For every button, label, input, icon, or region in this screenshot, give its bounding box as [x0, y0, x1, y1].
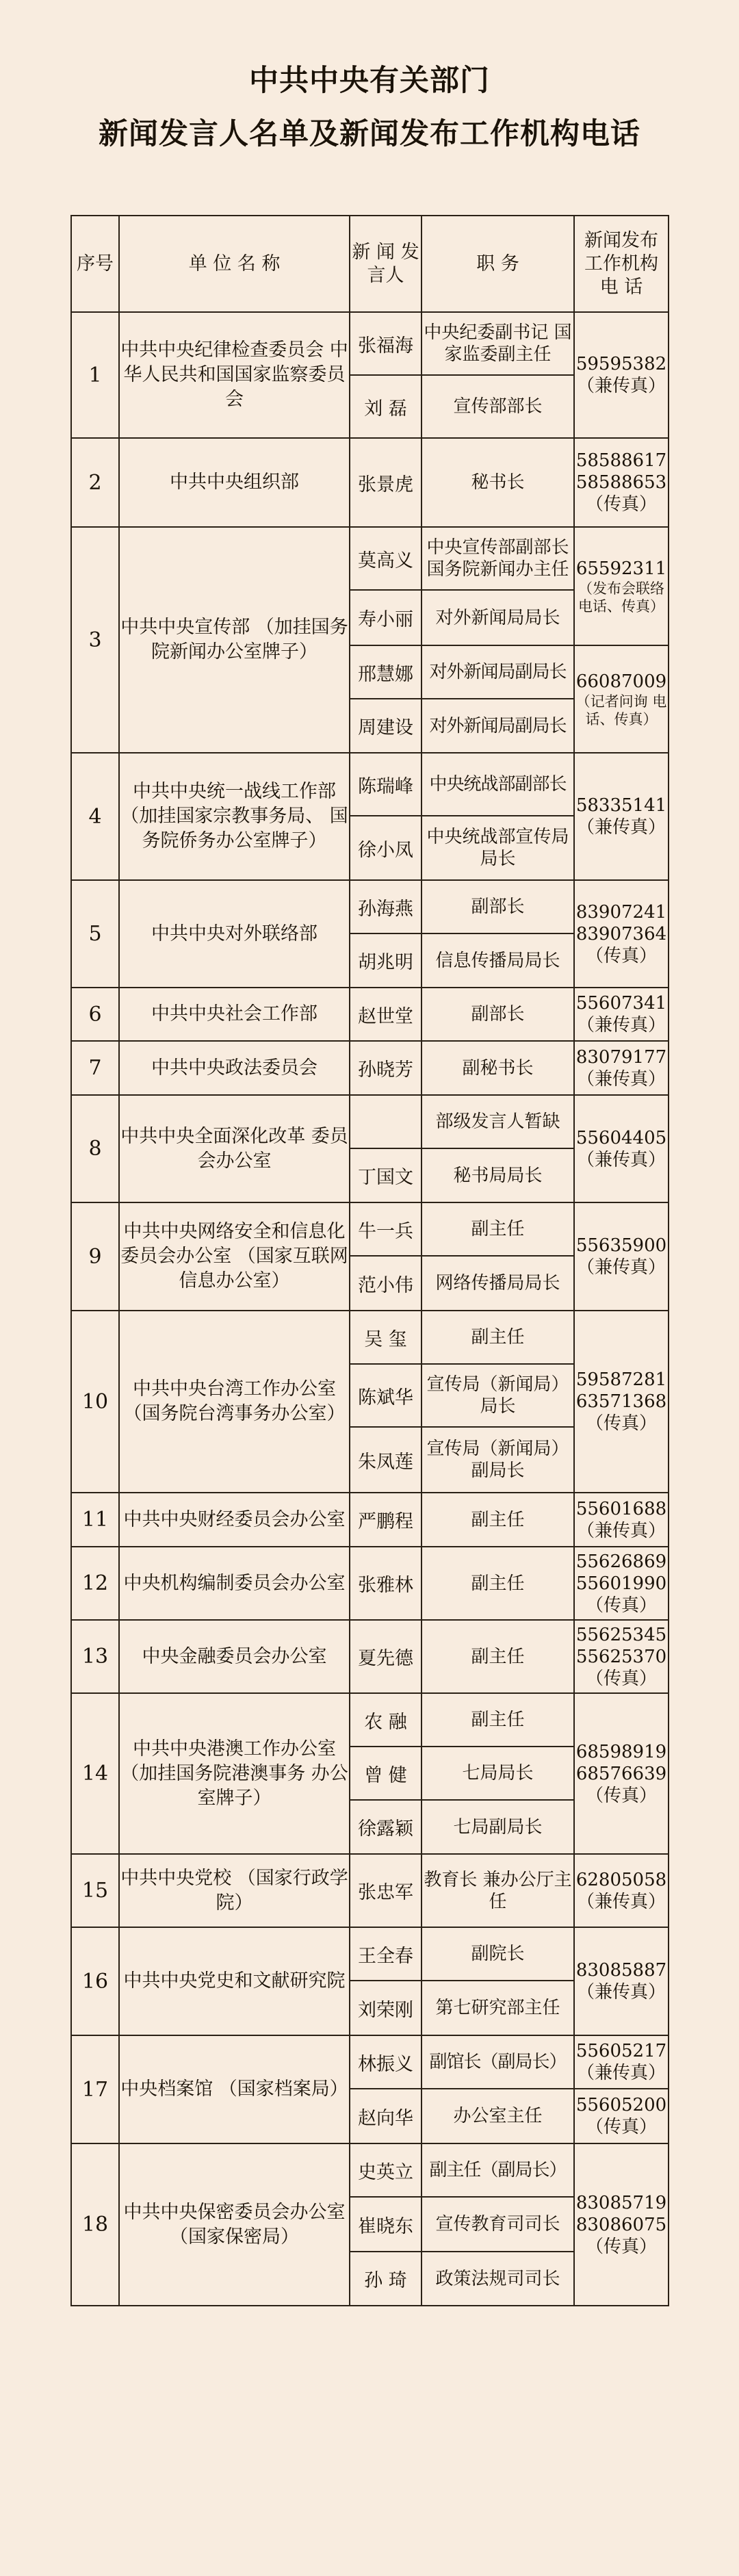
- phone-number: 55601688 （兼传真）: [575, 1498, 667, 1541]
- row-number: 3: [71, 527, 119, 753]
- phone-number: 55607341 （兼传真）: [575, 993, 667, 1035]
- phone-cell: [574, 527, 669, 645]
- phone-number: 58588617 58588653 （传真）: [575, 450, 667, 515]
- position-title: 秘书局局长: [422, 1148, 574, 1202]
- row-number: 11: [71, 1493, 119, 1547]
- phone-cell: [574, 1693, 669, 1854]
- spokesperson-name: 张忠军: [350, 1854, 422, 1927]
- spokesperson-name: [350, 1095, 422, 1148]
- spokesperson-name: 吴 玺: [350, 1311, 422, 1364]
- spokesperson-name: 孙海燕: [350, 880, 422, 933]
- position-title: 网络传播局局长: [422, 1256, 574, 1311]
- row-number: 2: [71, 438, 119, 527]
- spokesperson-name: 范小伟: [350, 1256, 422, 1311]
- spokesperson-name: 张福海: [350, 312, 422, 375]
- phone-cell: [574, 1927, 669, 2035]
- position-title: 对外新闻局局长: [422, 590, 574, 645]
- table-row: [71, 1693, 669, 1747]
- phone-number: 55625345 55625370 （传真）: [575, 1624, 667, 1689]
- spokesperson-name: 赵向华: [350, 2089, 422, 2143]
- table-row: [71, 880, 669, 933]
- phone-note: （发布会联络 电话、传真）: [578, 580, 664, 615]
- phone-cell: [574, 1493, 669, 1547]
- unit-name: 中共中央组织部: [119, 438, 350, 527]
- spokesperson-name: 朱凤莲: [350, 1427, 422, 1493]
- row-number: 8: [71, 1095, 119, 1202]
- header-spokesperson: 新 闻 发言人: [350, 216, 422, 312]
- spokesperson-name: 曾 健: [350, 1747, 422, 1800]
- spokesperson-name: 徐小凤: [350, 816, 422, 880]
- table-row: [71, 1927, 669, 1981]
- position-title: 对外新闻局副局长: [422, 645, 574, 699]
- unit-name: 中央金融委员会办公室: [119, 1620, 350, 1693]
- position-title: 七局副局长: [422, 1800, 574, 1854]
- row-number: 5: [71, 880, 119, 988]
- spokesperson-name: 刘 磊: [350, 375, 422, 438]
- position-title: 副主任: [422, 1693, 574, 1747]
- unit-name: 中共中央全面深化改革 委员会办公室: [119, 1095, 350, 1202]
- position-title: 副主任: [422, 1493, 574, 1547]
- phone-cell: [574, 1854, 669, 1927]
- table-row: [71, 753, 669, 816]
- position-title: 副部长: [422, 988, 574, 1041]
- spokesperson-name: 王全春: [350, 1927, 422, 1981]
- position-title: 教育长 兼办公厅主任: [422, 1854, 574, 1927]
- header-unit: 单 位 名 称: [119, 216, 350, 312]
- position-title: 副主任: [422, 1547, 574, 1620]
- spokesperson-name: 张雅林: [350, 1547, 422, 1620]
- spokesperson-name: 林振义: [350, 2035, 422, 2089]
- position-title: 中央宣传部副部长 国务院新闻办主任: [422, 527, 574, 590]
- table-row: [71, 2143, 669, 2197]
- position-title: 宣传局（新闻局） 局长: [422, 1364, 574, 1427]
- row-number: 13: [71, 1620, 119, 1693]
- phone-number: 59595382 （兼传真）: [575, 354, 667, 396]
- table-row: [71, 1547, 669, 1620]
- row-number: 10: [71, 1311, 119, 1493]
- position-title: 副馆长（副局长）: [422, 2035, 574, 2089]
- unit-name: 中共中央对外联络部: [119, 880, 350, 988]
- position-title: 宣传教育司司长: [422, 2197, 574, 2252]
- spokesperson-name: 邢慧娜: [350, 645, 422, 699]
- position-title: 宣传局（新闻局） 副局长: [422, 1427, 574, 1493]
- unit-name: 中共中央台湾工作办公室 （国务院台湾事务办公室）: [119, 1311, 350, 1493]
- position-title: 副秘书长: [422, 1041, 574, 1095]
- position-title: 副部长: [422, 880, 574, 933]
- unit-name: 中央机构编制委员会办公室: [119, 1547, 350, 1620]
- phone-cell: [574, 2035, 669, 2089]
- spokesperson-name: 徐露颖: [350, 1800, 422, 1854]
- phone-cell: [574, 438, 669, 527]
- spokesperson-name: 刘荣刚: [350, 1981, 422, 2035]
- phone-cell: [574, 2089, 669, 2143]
- row-number: 4: [71, 753, 119, 880]
- spokesperson-name: 张景虎: [350, 438, 422, 527]
- position-title: 副院长: [422, 1927, 574, 1981]
- table-row: [71, 438, 669, 527]
- phone-number: 55604405 （兼传真）: [575, 1127, 667, 1170]
- position-title: 中央统战部宣传局 局长: [422, 816, 574, 880]
- spokesperson-name: 陈斌华: [350, 1364, 422, 1427]
- row-number: 7: [71, 1041, 119, 1095]
- row-number: 16: [71, 1927, 119, 2035]
- spokesperson-table: [70, 215, 669, 2306]
- phone-cell: [574, 1620, 669, 1693]
- spokesperson-name: 莫高义: [350, 527, 422, 590]
- position-title: 秘书长: [422, 438, 574, 527]
- position-title: 副主任: [422, 1620, 574, 1693]
- phone-number: 55605217 （兼传真）: [575, 2041, 667, 2083]
- position-title: 部级发言人暂缺: [422, 1095, 574, 1148]
- spokesperson-name: 崔晓东: [350, 2197, 422, 2252]
- phone-number: 62805058 （兼传真）: [575, 1869, 667, 1912]
- spokesperson-name: 严鹏程: [350, 1493, 422, 1547]
- unit-name: 中共中央财经委员会办公室: [119, 1493, 350, 1547]
- phone-number: 68598919 68576639 （传真）: [575, 1741, 667, 1806]
- table-row: [71, 312, 669, 375]
- unit-name: 中共中央保密委员会办公室 （国家保密局）: [119, 2143, 350, 2306]
- header-position: 职 务: [422, 216, 574, 312]
- unit-name: 中共中央网络安全和信息化 委员会办公室 （国家互联网信息办公室）: [119, 1202, 350, 1311]
- phone-note: （记者问询 电话、传真）: [575, 693, 667, 727]
- table-body: [71, 312, 669, 2306]
- title-line-1: 中共中央有关部门: [249, 64, 490, 98]
- phone-cell: [574, 645, 669, 753]
- phone-number: 55605200 （传真）: [575, 2095, 667, 2137]
- position-title: 政策法规司司长: [422, 2252, 574, 2306]
- spokesperson-name: 孙晓芳: [350, 1041, 422, 1095]
- unit-name: 中共中央宣传部 （加挂国务院新闻办公室牌子）: [119, 527, 350, 753]
- position-title: 宣传部部长: [422, 375, 574, 438]
- phone-cell: [574, 753, 669, 880]
- position-title: 办公室主任: [422, 2089, 574, 2143]
- row-number: 18: [71, 2143, 119, 2306]
- phone-number: 83907241 83907364 （传真）: [575, 901, 667, 966]
- unit-name: 中共中央港澳工作办公室 （加挂国务院港澳事务 办公室牌子）: [119, 1693, 350, 1854]
- phone-cell: [574, 1202, 669, 1311]
- spokesperson-name: 周建设: [350, 699, 422, 753]
- table-row: [71, 1202, 669, 1256]
- unit-name: 中共中央纪律检查委员会 中华人民共和国国家监察委员会: [119, 312, 350, 438]
- phone-cell: [574, 1547, 669, 1620]
- phone-cell: [574, 1311, 669, 1493]
- row-number: 6: [71, 988, 119, 1041]
- row-number: 15: [71, 1854, 119, 1927]
- position-title: 副主任（副局长）: [422, 2143, 574, 2197]
- table-row: [71, 1620, 669, 1693]
- phone-cell: [574, 2143, 669, 2306]
- unit-name: 中共中央社会工作部: [119, 988, 350, 1041]
- unit-name: 中共中央党史和文献研究院: [119, 1927, 350, 2035]
- phone-cell: [574, 312, 669, 438]
- spokesperson-name: 赵世堂: [350, 988, 422, 1041]
- header-no: 序号: [71, 216, 119, 312]
- spokesperson-name: 寿小丽: [350, 590, 422, 645]
- row-number: 1: [71, 312, 119, 438]
- unit-name: 中央档案馆 （国家档案局）: [119, 2035, 350, 2143]
- position-title: 副主任: [422, 1202, 574, 1256]
- phone-number: 83085719 83086075 （传真）: [575, 2192, 667, 2257]
- phone-number: 55626869 55601990 （传真）: [575, 1551, 667, 1616]
- table-row: [71, 2035, 669, 2089]
- unit-name: 中共中央政法委员会: [119, 1041, 350, 1095]
- header-phone: 新闻发布 工作机构 电 话: [574, 216, 669, 312]
- table-row: [71, 1493, 669, 1547]
- row-number: 9: [71, 1202, 119, 1311]
- unit-name: 中共中央统一战线工作部 （加挂国家宗教事务局、 国务院侨务办公室牌子）: [119, 753, 350, 880]
- spokesperson-name: 胡兆明: [350, 933, 422, 988]
- row-number: 14: [71, 1693, 119, 1854]
- spokesperson-name: 夏先德: [350, 1620, 422, 1693]
- phone-cell: [574, 1041, 669, 1095]
- table-header-row: [71, 216, 669, 312]
- position-title: 副主任: [422, 1311, 574, 1364]
- position-title: 七局局长: [422, 1747, 574, 1800]
- phone-cell: [574, 1095, 669, 1202]
- title-line-2: 新闻发言人名单及新闻发布工作机构电话: [99, 117, 640, 151]
- phone-number: 66087009: [575, 671, 667, 692]
- table-row: [71, 527, 669, 590]
- spokesperson-name: 史英立: [350, 2143, 422, 2197]
- table-row: [71, 1095, 669, 1148]
- table-row: [71, 1311, 669, 1364]
- phone-number: 83079177 （兼传真）: [575, 1046, 667, 1090]
- position-title: 中央统战部副部长: [422, 753, 574, 816]
- phone-number: 55635900 （兼传真）: [575, 1235, 667, 1278]
- spokesperson-name: 陈瑞峰: [350, 753, 422, 816]
- phone-number: 65592311: [575, 558, 667, 579]
- position-title: 信息传播局局长: [422, 933, 574, 988]
- position-title: 中央纪委副书记 国家监委副主任: [422, 312, 574, 375]
- phone-number: 83085887 （兼传真）: [575, 1960, 667, 2002]
- spokesperson-name: 丁国文: [350, 1148, 422, 1202]
- spokesperson-name: 农 融: [350, 1693, 422, 1747]
- phone-cell: [574, 988, 669, 1041]
- phone-cell: [574, 880, 669, 988]
- position-title: 第七研究部主任: [422, 1981, 574, 2035]
- spokesperson-name: 牛一兵: [350, 1202, 422, 1256]
- row-number: 12: [71, 1547, 119, 1620]
- unit-name: 中共中央党校 （国家行政学院）: [119, 1854, 350, 1927]
- spokesperson-name: 孙 琦: [350, 2252, 422, 2306]
- position-title: 对外新闻局副局长: [422, 699, 574, 753]
- row-number: 17: [71, 2035, 119, 2143]
- table-row: [71, 1854, 669, 1927]
- phone-number: 59587281 63571368 （传真）: [575, 1369, 667, 1434]
- table-row: [71, 1041, 669, 1095]
- table-row: [71, 988, 669, 1041]
- phone-number: 58335141 （兼传真）: [575, 795, 667, 838]
